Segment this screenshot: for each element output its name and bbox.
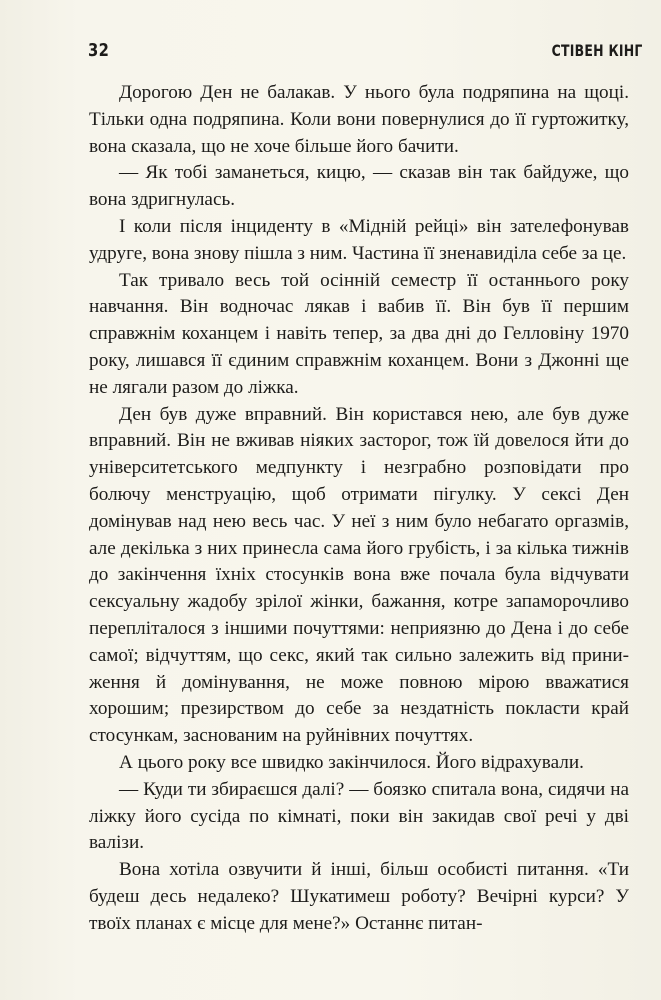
paragraph: — Куди ти збираєшся далі? — боязко спитала вона, сидячи на ліжку його сусіда по кімнаті, поки він закидав свої речі у дві валізи.	[89, 778, 629, 854]
running-head-author: СТІВЕН КІНГ	[552, 41, 643, 60]
paragraph: Ден був дуже вправний. Він користався нею, але був дуже вправний. Він не вживав ніяких засторог, тож їй довелося йти до університетського медпункту і незграбно розповідати про болючу менструацію, щоб отримати пігулку. У сексі Ден домінував над нею весь час. У неї з ним було небагато оргазмів, але декілька з них принесла сама його грубість, і за кілька тижнів до закінчення їхніх стосунків вона вже почала була відчувати сексуальну жадобу зрілої жінки, бажання, котре запаморочливо перепліталося з іншими почуттями: неприязню до Дена і до себе самої; відчуттям, що секс, який так сильно залежить від приниження й домінування, не може повною мірою вважатися хорошим; презирством до себе за нездатність покласти край стосункам, заснованим на руйнівних почуттях.	[89, 403, 629, 747]
paragraph: А цього року все швидко закінчилося. Його відрахували.	[119, 751, 584, 773]
paragraph: Вона хотіла озвучити й інші, більш особисті питання. «Ти будеш десь недалеко? Шукатимеш роботу? Вечірні курси? У твоїх планах є місце для мене?» Останнє питан-	[89, 859, 629, 934]
paragraph: Так тривало весь той осінній семестр її останнього року навчання. Він водночас лякав і вабив її. Він був її першим справжнім коханцем і навіть тепер, за два дні до Гелловіну 1970 року, лишався її єдиним справжнім коханцем. Вони з Джонні ще не лягали разом до ліжка.	[89, 269, 629, 398]
paragraph: І коли після інциденту в «Мідній рейці» він зателефонував удруге, вона знову пішла з ним. Частина її зненавиділа себе за це.	[89, 215, 629, 264]
page-number: 32	[88, 40, 110, 61]
body-text	[89, 80, 629, 938]
page-header	[80, 40, 643, 64]
paragraph: — Як тобі заманеться, кицю, — сказав він так байдуже, що вона здригнулась.	[89, 162, 629, 211]
paragraph: Дорогою Ден не балакав. У нього була подряпина на щоці. Тільки одна подряпина. Коли вони повернулися до її гуртожитку, вона сказала, що не хоче більше його бачити.	[89, 82, 629, 157]
